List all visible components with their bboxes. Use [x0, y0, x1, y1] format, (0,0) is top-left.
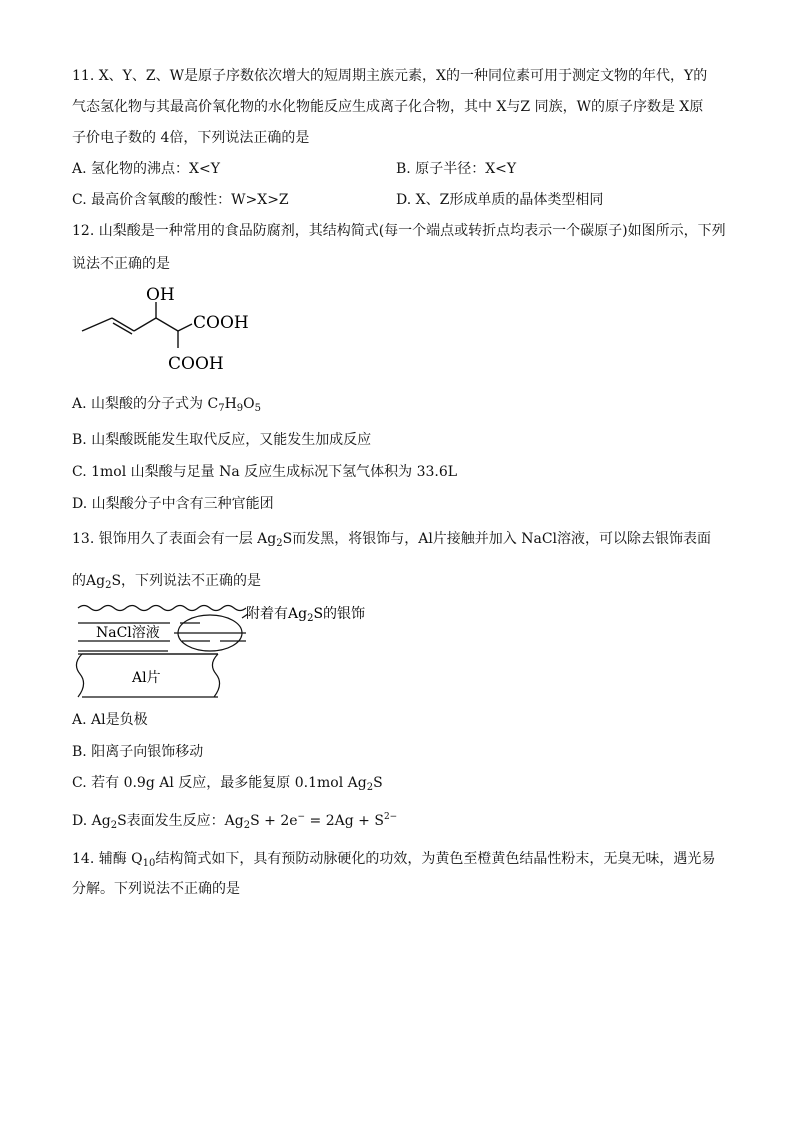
- q13-option-c-part1: C. 若有 0.9g Al 反应，最多能复原 0.1mol Ag: [72, 775, 367, 791]
- q14-stem-line2: 分解。下列说法不正确的是: [72, 881, 240, 897]
- q13-stem-line1: [72, 529, 711, 549]
- subscript-2: 2: [110, 820, 118, 831]
- sorbic-acid-structure: [70, 280, 270, 380]
- element-c: C: [207, 396, 219, 412]
- subscript-o: 5: [254, 403, 262, 414]
- q13-option-c-part2: S: [373, 775, 383, 791]
- silverware-callout: 附着有$Ag_2S$的银饰: [246, 606, 366, 624]
- q11-option-b: B. 原子半径：X<Y: [396, 161, 517, 177]
- subscript-10: 10: [142, 858, 156, 869]
- nacl-solution-label: NaCl溶液: [96, 625, 160, 641]
- q11-option-d: D. X、Z形成单质的晶体类型相同: [396, 192, 604, 208]
- q14-stem-line1: [72, 849, 715, 869]
- q13-option-c: [72, 773, 383, 793]
- q13-option-a: A. Al是负极: [72, 712, 148, 728]
- al-plate-label: Al片: [132, 670, 161, 686]
- q11-stem-line3: 子价电子数的 4倍，下列说法正确的是: [72, 130, 310, 146]
- subscript-c: 7: [218, 403, 225, 414]
- q13-option-d-part2: S表面发生反应：Ag: [117, 813, 244, 829]
- q13-option-d-part4: = 2Ag + S: [305, 813, 384, 829]
- q12-stem-line1: 12. 山梨酸是一种常用的食品防腐剂，其结构简式(每一个端点或转折点均表示一个碳原子)如图所示，下列: [72, 223, 726, 239]
- q12-option-a: [72, 394, 261, 414]
- q13-stem-line2: [72, 571, 261, 591]
- molecular-formula: [207, 396, 261, 412]
- element-o: O: [243, 396, 255, 412]
- electrochem-cell-diagram: [70, 596, 390, 706]
- q11-stem-line2: 气态氢化物与其最高价氧化物的水化物能反应生成离子化合物，其中 X与Z 同族，W的原子序数是 X原: [72, 99, 704, 115]
- q12-option-d: D. 山梨酸分子中含有三种官能团: [72, 496, 274, 512]
- q13-line1-part1: 13. 银饰用久了表面会有一层 Ag: [72, 531, 277, 547]
- cooh-label-1: COOH: [193, 313, 249, 333]
- subscript-h: 9: [236, 403, 244, 414]
- superscript-2minus: 2−: [383, 812, 398, 822]
- q13-option-d: [72, 811, 397, 831]
- subscript-2: 2: [105, 580, 112, 591]
- element-h: H: [224, 396, 237, 412]
- q13-option-b: B. 阳离子向银饰移动: [72, 744, 204, 760]
- q11-option-c: C. 最高价含氧酸的酸性：W>X>Z: [72, 192, 289, 208]
- q13-line1-part2: S而发黑，将银饰与，Al片接触并加入 NaCl溶液，可以除去银饰表面: [282, 531, 712, 547]
- q11-stem-line1: 11. X、Y、Z、W是原子序数依次增大的短周期主族元素，X的一种同位素可用于测定文物的年代，Y的: [72, 68, 708, 84]
- hydroxyl-label: OH: [146, 285, 175, 305]
- solution-surface-wave: [78, 606, 246, 611]
- q13-line2-part1: 的Ag: [72, 573, 106, 589]
- q13-option-d-part1: D. Ag: [72, 813, 111, 829]
- subscript-2: 2: [243, 820, 251, 831]
- superscript-minus: −: [297, 812, 306, 822]
- q12-option-a-text: A. 山梨酸的分子式为: [72, 396, 208, 412]
- q11-option-a: A. 氢化物的沸点：X<Y: [72, 161, 220, 177]
- q12-option-b: B. 山梨酸既能发生取代反应，又能发生加成反应: [72, 432, 372, 448]
- q12-stem-line2: 说法不正确的是: [72, 256, 170, 272]
- cooh-label-2: COOH: [168, 354, 224, 374]
- q14-line1-part2: 结构简式如下，具有预防动脉硬化的功效，为黄色至橙黄色结晶性粉末，无臭无味，遇光易: [155, 851, 716, 867]
- subscript-2: 2: [276, 538, 283, 549]
- subscript-2: 2: [366, 782, 374, 793]
- q12-option-c: C. 1mol 山梨酸与足量 Na 反应生成标况下氢气体积为 33.6L: [72, 464, 458, 480]
- q13-option-d-part3: S + 2e: [250, 813, 298, 829]
- q13-line2-part2: S，下列说法不正确的是: [111, 573, 262, 589]
- q14-line1-part1: 14. 辅酶 Q: [72, 851, 143, 867]
